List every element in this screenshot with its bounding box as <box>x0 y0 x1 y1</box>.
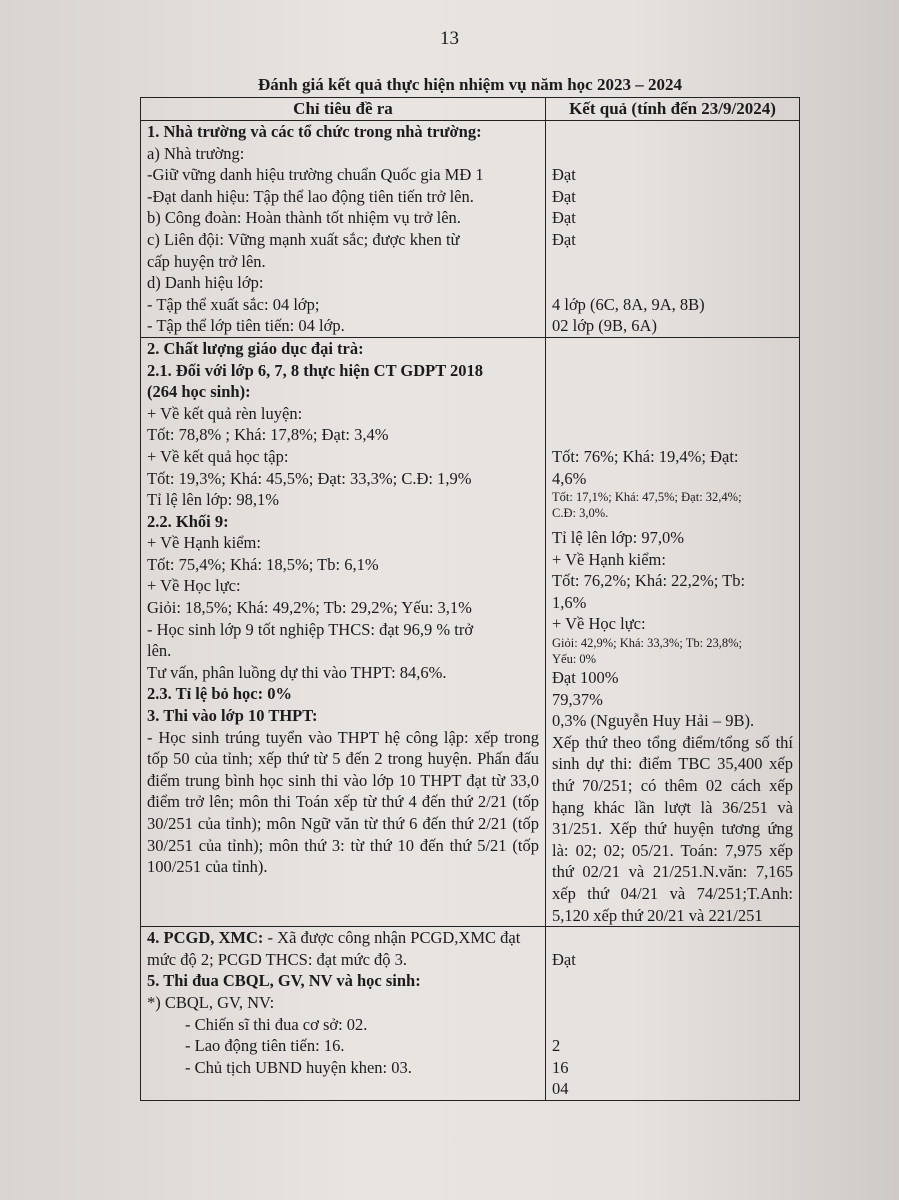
target-line: - Chiến sĩ thi đua cơ sở: 02. <box>185 1014 368 1034</box>
result-line: Giỏi: 42,9%; Khá: 33,3%; Tb: 23,8%; <box>552 636 743 651</box>
target-line: + Về kết quả rèn luyện: <box>147 403 303 423</box>
result-line: Đạt <box>552 165 576 185</box>
target-line: Tỉ lệ lên lớp: 98,1% <box>147 490 279 510</box>
target-line: -Đạt danh hiệu: Tập thể lao động tiên tiến trở lên. <box>147 186 474 206</box>
section-4-heading: 4. PCGD, XMC: <box>147 928 264 948</box>
section-4-results <box>546 927 799 1100</box>
target-line: + Về Học lực: <box>147 576 241 596</box>
result-line: 04 <box>552 1079 569 1099</box>
section-1-heading: 1. Nhà trường và các tổ chức trong nhà trường: <box>147 122 482 141</box>
target-line: c) Liên đội: Vững mạnh xuất sắc; được khen từ <box>147 229 460 249</box>
result-line: Tốt: 76,2%; Khá: 22,2%; Tb: <box>552 571 746 591</box>
target-line: Tư vấn, phân luồng dự thi vào THPT: 84,6%. <box>147 662 447 682</box>
section-4-text: - Xã được công nhận PCGD,XMC đạt mức độ 2; PCGD THCS: đạt mức độ 3. <box>147 928 521 969</box>
result-line: 16 <box>552 1057 569 1077</box>
result-line: Tỉ lệ lên lớp: 97,0% <box>552 528 684 548</box>
target-line: Tốt: 19,3%; Khá: 45,5%; Đạt: 33,3%; C.Đ: 1,9% <box>147 468 472 488</box>
result-line: 79,37% <box>552 689 603 709</box>
target-line: Giỏi: 18,5%; Khá: 49,2%; Tb: 29,2%; Yếu: 3,1% <box>147 598 472 618</box>
result-line: Tốt: 17,1%; Khá: 47,5%; Đạt: 32,4%; <box>552 490 742 505</box>
target-line: *) CBQL, GV, NV: <box>147 992 275 1012</box>
evaluation-table <box>140 97 800 1101</box>
section-5-heading: 5. Thi đua CBQL, GV, NV và học sinh: <box>147 971 421 991</box>
result-line: Đạt 100% <box>552 668 619 688</box>
table-header-row <box>141 98 799 120</box>
header-results: Kết quả (tính đến 23/9/2024) <box>569 99 776 118</box>
subsection-2-2-heading: 2.2. Khối 9: <box>147 511 229 531</box>
result-line: C.Đ: 3,0%. <box>552 506 609 521</box>
target-line: + Về Hạnh kiểm: <box>147 533 261 553</box>
result-line: Đạt <box>552 208 576 228</box>
result-line: Đạt <box>552 949 576 969</box>
subsection-2-1-heading: (264 học sinh): <box>147 382 251 402</box>
section-3-heading: 3. Thi vào lớp 10 THPT: <box>147 706 318 726</box>
result-line: 4,6% <box>552 468 587 488</box>
target-line: b) Công đoàn: Hoàn thành tốt nhiệm vụ trở lên. <box>147 208 461 228</box>
result-line: Đạt <box>552 229 576 249</box>
section-1-targets <box>141 121 546 337</box>
result-paragraph: Xếp thứ theo tổng điểm/tổng số thí sinh dự thi: điểm TBC 35,400 xếp thứ 70/251; có thêm 02 cách xếp hạng khác lần lượt là 36/251 và 31/251. Xếp thứ huyện tương ứng là: 02; 02; 05/21. Toán: 7,975 xếp thứ 02/21 và 21/251.N.văn: 7,165 xếp thứ 04/21 và 74/251;T.Anh: 5,120 xếp thứ 20/21 và 221/251 <box>552 732 793 925</box>
target-line: a) Nhà trường: <box>147 143 245 163</box>
section-1-results <box>546 121 799 337</box>
target-line: d) Danh hiệu lớp: <box>147 273 264 293</box>
target-paragraph <box>147 927 539 970</box>
target-line: - Lao động tiên tiến: 16. <box>185 1036 345 1056</box>
result-line: Tốt: 76%; Khá: 19,4%; Đạt: <box>552 446 739 466</box>
target-line: Tốt: 78,8% ; Khá: 17,8%; Đạt: 3,4% <box>147 425 389 445</box>
subsection-2-1-heading: 2.1. Đối với lớp 6, 7, 8 thực hiện CT GDPT 2018 <box>147 360 484 380</box>
target-line: Tốt: 75,4%; Khá: 18,5%; Tb: 6,1% <box>147 554 379 574</box>
section-4-targets <box>141 927 546 1100</box>
target-paragraph: - Học sinh trúng tuyển vào THPT hệ công lập: xếp trong tốp 50 của tỉnh; xếp thứ từ 5 đến 2 trong huyện. Phấn đấu điểm trung bình học sinh thi vào lớp 10 THPT đạt từ 33,0 điểm trở lên; môn thi Toán xếp từ thứ 4 đến thứ 2/21 (tốp 30/251 của tỉnh); môn Ngữ văn từ thứ 6 đến thứ 2/21 (tốp 30/251 của tỉnh); môn thứ 3: từ thứ 10 đến thứ 5/21 (tốp 100/251 của tỉnh). <box>147 727 539 877</box>
target-line: cấp huyện trở lên. <box>147 251 266 271</box>
document-title: Đánh giá kết quả thực hiện nhiệm vụ năm học 2023 – 2024 <box>258 75 682 94</box>
section-2-results <box>546 338 799 926</box>
header-targets: Chỉ tiêu đề ra <box>141 98 546 120</box>
result-line: 2 <box>552 1036 561 1056</box>
result-line: + Về Học lực: <box>552 614 646 634</box>
result-line: 1,6% <box>552 592 587 612</box>
result-line: 02 lớp (9B, 6A) <box>552 316 657 336</box>
page-number: 13 <box>440 28 459 49</box>
target-line: - Tập thể lớp tiên tiến: 04 lớp. <box>147 316 345 336</box>
target-line: -Giữ vững danh hiệu trường chuẩn Quốc gia MĐ 1 <box>147 165 484 185</box>
target-line: - Học sinh lớp 9 tốt nghiệp THCS: đạt 96,9 % trở <box>147 619 474 639</box>
result-line: Đạt <box>552 186 576 206</box>
table-row-section-4 <box>141 926 799 1100</box>
subsection-2-3-heading: 2.3. Tỉ lệ bỏ học: 0% <box>147 684 292 704</box>
table-row-section-1 <box>141 120 799 337</box>
result-line: 0,3% (Nguyễn Huy Hải – 9B). <box>552 711 755 731</box>
target-line: + Về kết quả học tập: <box>147 446 289 466</box>
target-line: - Tập thể xuất sắc: 04 lớp; <box>147 294 320 314</box>
table-row-section-2 <box>141 337 799 926</box>
result-line: 4 lớp (6C, 8A, 9A, 8B) <box>552 294 705 314</box>
target-line: lên. <box>147 641 172 661</box>
result-line: + Về Hạnh kiểm: <box>552 549 666 569</box>
section-2-heading: 2. Chất lượng giáo dục đại trà: <box>147 338 364 358</box>
section-2-targets <box>141 338 546 926</box>
result-line: Yếu: 0% <box>552 652 597 667</box>
target-line: - Chủ tịch UBND huyện khen: 03. <box>185 1057 412 1077</box>
